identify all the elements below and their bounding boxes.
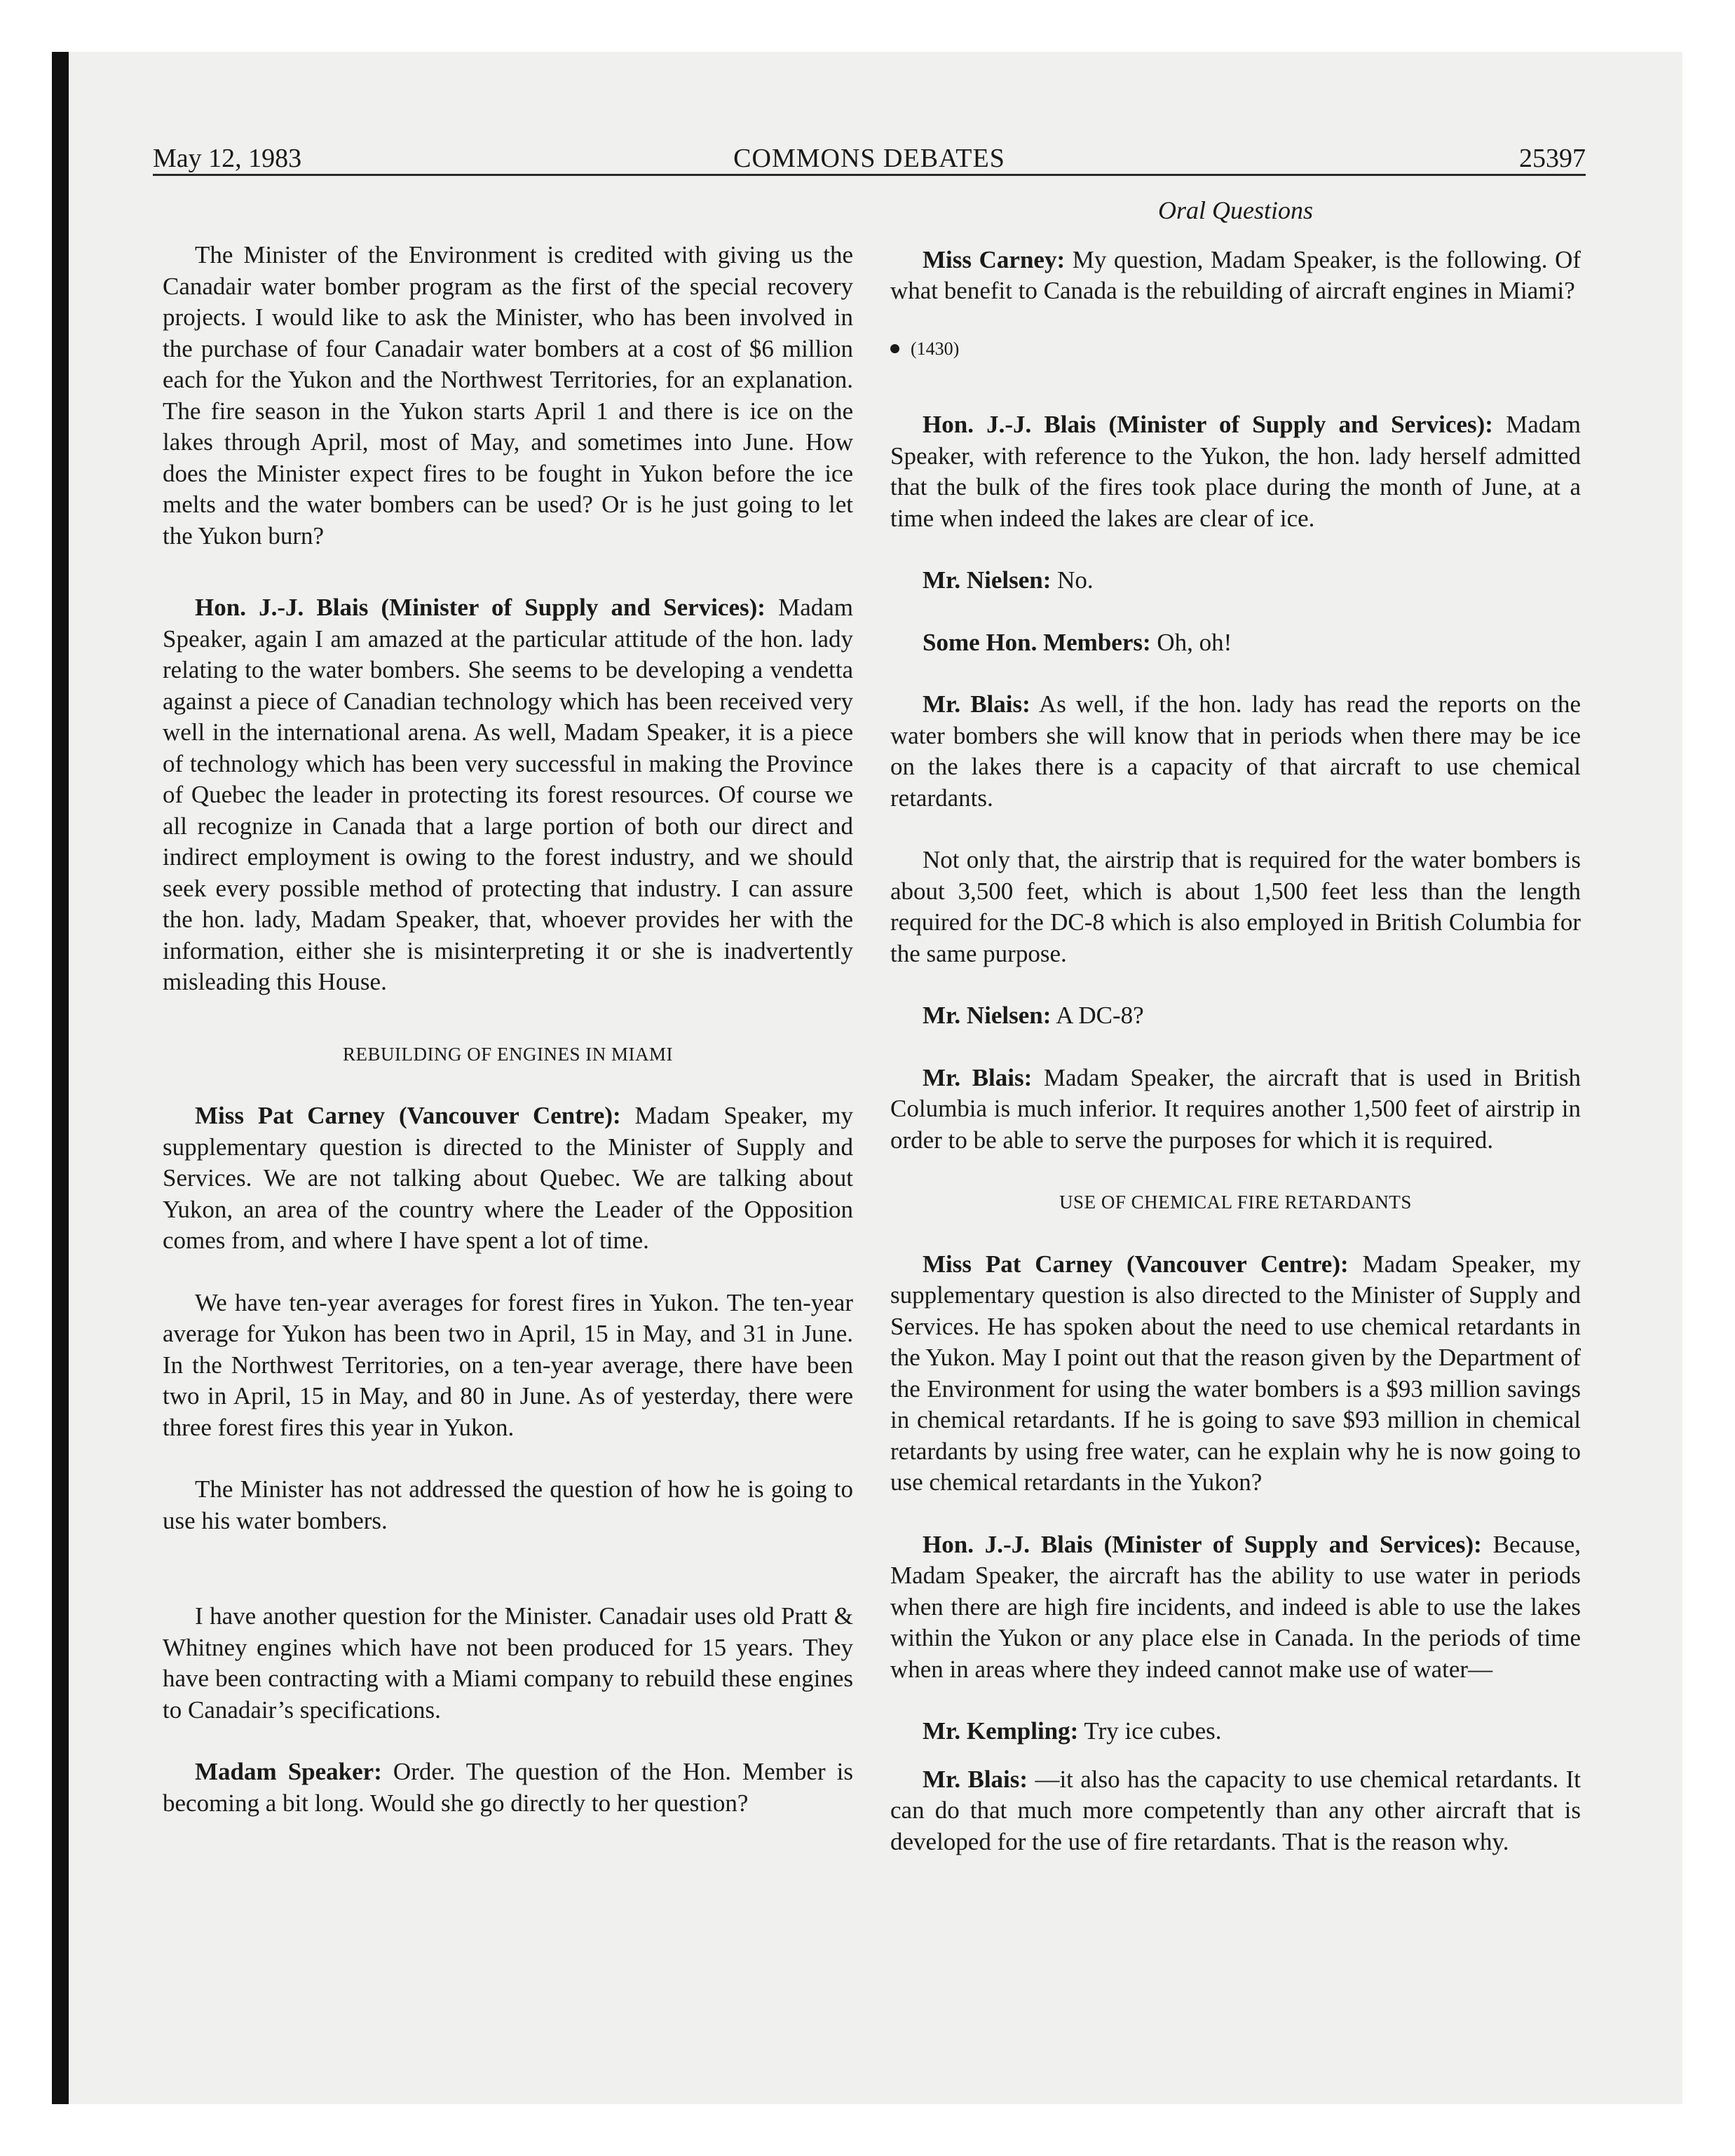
paragraph xyxy=(890,1716,1581,1747)
speech-text: No. xyxy=(1051,566,1094,594)
speaker-name: Mr. Blais: xyxy=(923,690,1030,718)
subheading: USE OF CHEMICAL FIRE RETARDANTS xyxy=(1059,1192,1412,1213)
speech-text: Madam Speaker, with reference to the Yukon, the hon. lady herself admitted that the bulk of the fires took place during the month of June, at a time when indeed the lakes are clear of ice. xyxy=(890,411,1581,532)
speaker-name: Mr. Blais: xyxy=(923,1063,1033,1091)
paragraph xyxy=(890,245,1581,307)
page-header xyxy=(153,137,1586,176)
speech-text: —it also has the capacity to use chemical retardants. It can do that much more competently than any other aircraft that is developed for the use of fire retardants. That is the reason why. xyxy=(890,1765,1581,1855)
paragraph xyxy=(890,627,1581,659)
speaker-name: Miss Carney: xyxy=(923,245,1066,273)
speech-text: Madam Speaker, again I am amazed at the particular attitude of the hon. lady relating to the water bombers. She seems to be developing a vendetta against a piece of Canadian technology which has been received very well in the international arena. As well, Madam Speaker, it is a piece of technology which has been very successful in making the Province of Quebec the leader in protecting its forest resources. Of course we all recognize in Canada that a large portion of both our direct and indirect employment is owing to the forest industry, and we should seek every possible method of protecting that industry. I can assure the hon. lady, Madam Speaker, that, whoever provides her with the information, either she is misinterpreting it or she is inadvertently misleading this House. xyxy=(163,594,853,995)
speech-text: Madam Speaker, my supplementary question is also directed to the Minister of Supply and Services. He has spoken about the need to use chemical retardants in the Yukon. May I point out that the reason given by the Department of the Environment for using the water bombers is a $93 million savings in chemical retardants. If he is going to save $93 million in chemical retardants by using free water, can he explain why he is now going to use chemical retardants in the Yukon? xyxy=(890,1250,1581,1496)
paragraph xyxy=(890,1063,1581,1157)
subheading: REBUILDING OF ENGINES IN MIAMI xyxy=(343,1043,673,1065)
paragraph xyxy=(890,1000,1581,1032)
paragraph xyxy=(890,1249,1581,1499)
speaker-name: Miss Pat Carney (Vancouver Centre): xyxy=(923,1250,1349,1278)
speech-text: Madam Speaker, my supplementary question is directed to the Minister of Supply and Services. We are not talking about Quebec. We are talking about Yukon, an area of the country where the Leader of the Opposition comes from, and where I have spent a lot of time. xyxy=(163,1102,853,1254)
section-title: Oral Questions xyxy=(1157,196,1313,224)
paragraph xyxy=(163,1100,853,1257)
paragraph xyxy=(890,689,1581,814)
time-marker xyxy=(890,334,1581,365)
paragraph: I have another question for the Minister. Canadair uses old Pratt & Whitney engines which have not been produced for 15 years. They have been contracting with a Miami company to rebuild these engines to Canadair’s specifications. xyxy=(163,1602,853,1724)
speaker-name: Madam Speaker: xyxy=(195,1758,382,1785)
time-marker-text: (1430) xyxy=(911,338,960,359)
left-column xyxy=(163,240,853,1850)
speaker-name: Mr. Blais: xyxy=(923,1765,1028,1793)
speaker-name: Hon. J.-J. Blais (Minister of Supply and Services): xyxy=(195,594,766,621)
speech-text: My question, Madam Speaker, is the following. Of what benefit to Canada is the rebuilding of aircraft engines in Miami? xyxy=(890,245,1581,304)
speaker-name: Hon. J.-J. Blais (Minister of Supply and Services): xyxy=(923,411,1493,438)
paragraph: We have ten-year averages for forest fires in Yukon. The ten-year average for Yukon has been two in April, 15 in May, and 31 in June. In the Northwest Territories, on a ten-year average, there have been two in April, 15 in May, and 80 in June. As of yesterday, there were three forest fires this year in Yukon. xyxy=(163,1288,853,1441)
binding-edge xyxy=(52,52,69,2104)
paragraph: The Minister of the Environment is credited with giving us the Canadair water bomber program as the first of the special recovery projects. I would like to ask the Minister, who has been involved in the purchase of four Canadair water bombers at a cost of $6 million each for the Yukon and the Northwest Territories, for an explanation. The fire season in the Yukon starts April 1 and there is ice on the lakes through April, most of May, and sometimes into June. How does the Minister expect fires to be fought in Yukon before the ice melts and the water bombers can be used? Or is he just going to let the Yukon burn? xyxy=(163,241,853,550)
paragraph xyxy=(890,409,1581,534)
speaker-name: Hon. J.-J. Blais (Minister of Supply and Services): xyxy=(923,1530,1482,1558)
header-title: COMMONS DEBATES xyxy=(733,144,1005,173)
paragraph xyxy=(163,592,853,998)
speech-text: As well, if the hon. lady has read the reports on the water bombers she will know that in periods when there may be ice on the lakes there is a capacity of that aircraft to use chemical retardants. xyxy=(890,690,1581,812)
paragraph xyxy=(890,1764,1581,1858)
speaker-name: Mr. Nielsen: xyxy=(923,1002,1052,1029)
page-number: 25397 xyxy=(1519,144,1586,173)
right-column xyxy=(890,195,1581,1888)
header-date: May 12, 1983 xyxy=(153,144,302,173)
speaker-name: Some Hon. Members: xyxy=(923,628,1151,656)
speech-text: Try ice cubes. xyxy=(1078,1717,1222,1745)
paragraph xyxy=(163,1756,853,1819)
paragraph xyxy=(890,565,1581,596)
bullet-icon xyxy=(890,344,899,353)
speaker-name: Miss Pat Carney (Vancouver Centre): xyxy=(195,1102,621,1129)
paragraph xyxy=(890,1529,1581,1686)
speaker-name: Mr. Kempling: xyxy=(923,1717,1079,1745)
speech-text: Because, Madam Speaker, the aircraft has the ability to use water in periods when there are high fire incidents, and indeed is able to use the lakes within the Yukon or any place else in Canada. In the periods of time when in areas where they indeed cannot make use of water— xyxy=(890,1530,1581,1683)
paragraph: The Minister has not addressed the question of how he is going to use his water bombers. xyxy=(163,1475,853,1534)
speaker-name: Mr. Nielsen: xyxy=(923,566,1052,594)
speech-text: A DC-8? xyxy=(1051,1002,1144,1029)
speech-text: Order. The question of the Hon. Member is becoming a bit long. Would she go directly to her question? xyxy=(163,1758,853,1817)
speech-text: Oh, oh! xyxy=(1150,628,1232,656)
paragraph: Not only that, the airstrip that is required for the water bombers is about 3,500 feet, which is about 1,500 feet less than the length required for the DC-8 which is also employed in British Columbia for the same purpose. xyxy=(890,846,1581,967)
speech-text: Madam Speaker, the aircraft that is used in British Columbia is much inferior. It requires another 1,500 feet of airstrip in order to be able to serve the purposes for which it is required. xyxy=(890,1063,1581,1154)
